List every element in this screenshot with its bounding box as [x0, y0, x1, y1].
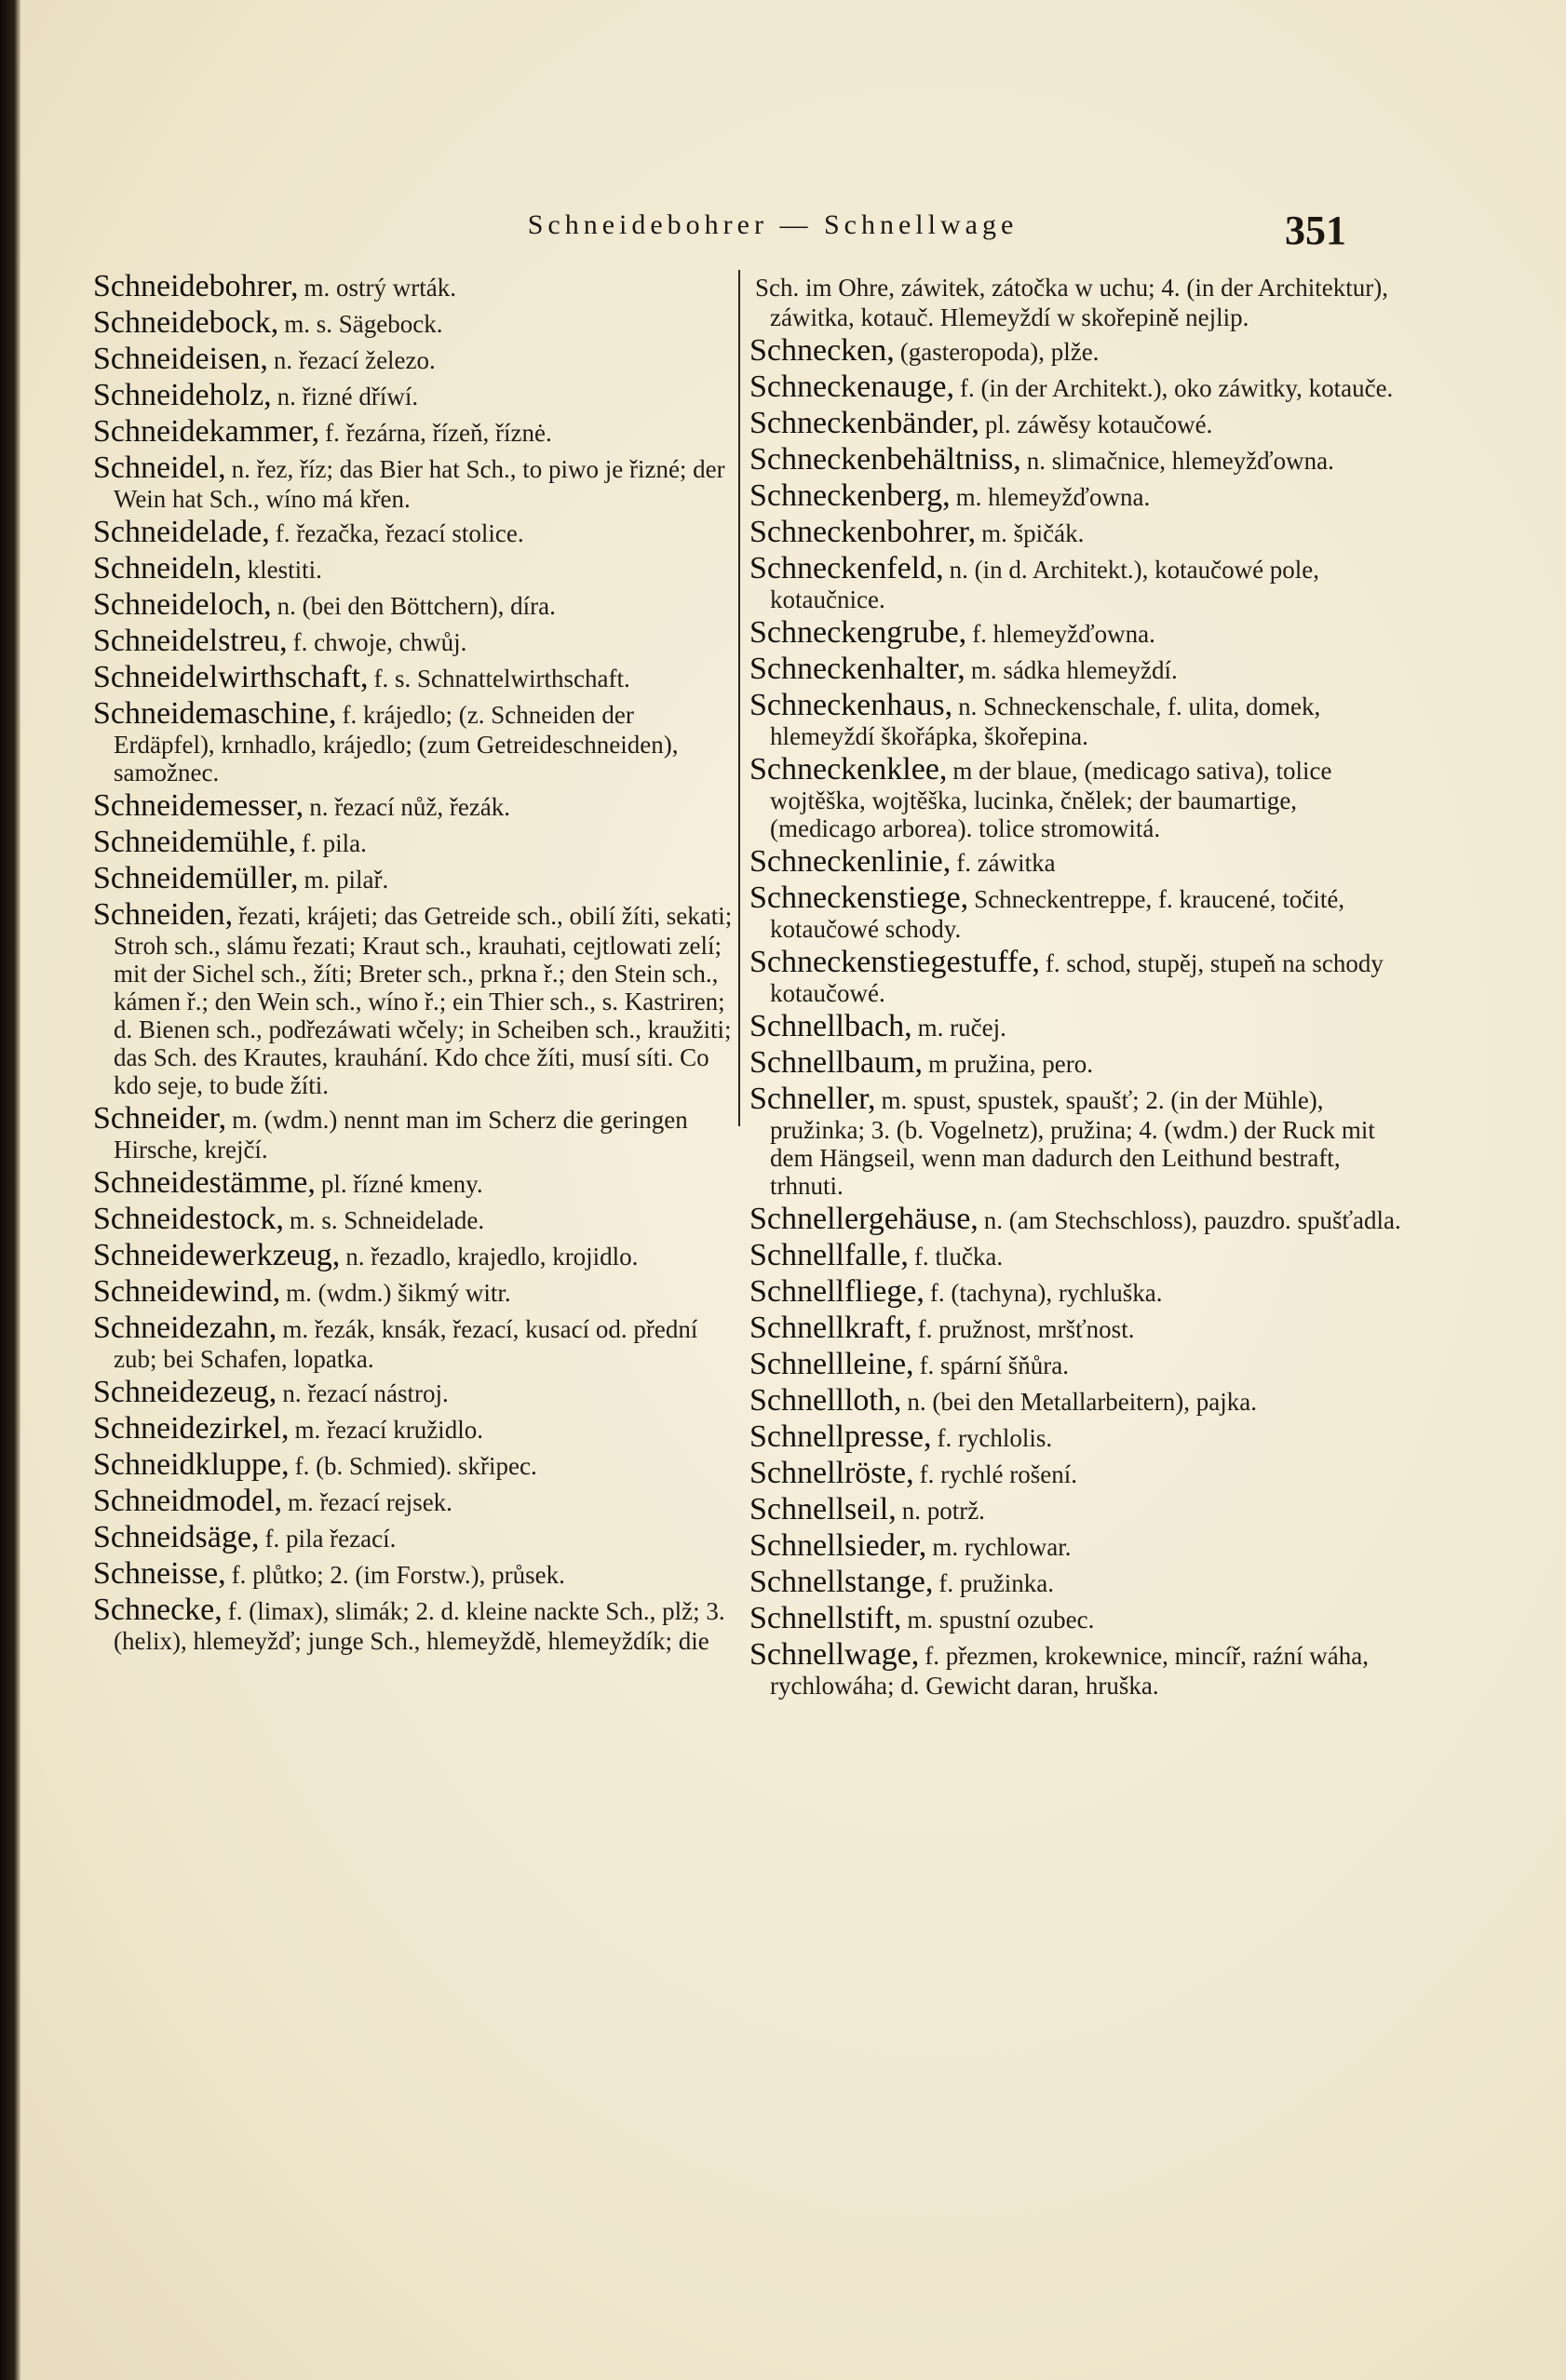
entry-definition: m. špičák. — [981, 519, 1085, 547]
entry-headword: Schnellstift, — [749, 1601, 902, 1635]
dictionary-entry — [93, 1412, 736, 1445]
entry-headword: Schnellseil, — [749, 1492, 897, 1526]
dictionary-entry — [749, 753, 1401, 842]
entry-headword: Schnellstange, — [749, 1565, 934, 1599]
dictionary-entry — [93, 862, 736, 895]
entry-definition: Sch. im Ohre, záwitek, zátočka w uchu; 4. (in der Architektur), záwitka, kotauč. Hlemeyždí w skořepině nejlip. — [755, 274, 1389, 331]
dictionary-entry — [93, 343, 736, 376]
entry-headword: Schneidemühle, — [93, 825, 297, 859]
entry-definition: f. (limax), slimák; 2. d. kleine nackte Sch., plž; 3. (helix), hlemeyžď; junge Sch., hlemeyždě, hlemeyždík; die — [114, 1597, 725, 1655]
dictionary-entry — [93, 1593, 736, 1655]
entry-headword: Schnecke, — [93, 1593, 223, 1627]
entry-headword: Schnellloth, — [749, 1383, 902, 1418]
entry-headword: Schneidel, — [93, 450, 226, 485]
entry-definition: m. sádka hlemeyždí. — [970, 656, 1178, 684]
dictionary-entry — [93, 1239, 736, 1272]
entry-definition: f. pružinka. — [938, 1569, 1055, 1597]
dictionary-entry — [93, 1311, 736, 1373]
dictionary-entry — [749, 270, 1401, 331]
entry-headword: Schneisse, — [93, 1556, 226, 1591]
entry-headword: Schneider, — [93, 1101, 227, 1136]
entry-headword: Schneidezeug, — [93, 1375, 277, 1409]
entry-headword: Schneckengrube, — [749, 615, 967, 650]
entry-headword: Schnellfalle, — [749, 1238, 909, 1272]
entry-headword: Schneckenbänder, — [749, 406, 979, 440]
entry-definition: m. s. Schneidelade. — [289, 1206, 485, 1234]
entry-headword: Schneckenstiegestuffe, — [749, 945, 1040, 979]
entry-definition: f. rychlé rošení. — [919, 1460, 1078, 1488]
entry-definition: f. hlemeyžďowna. — [972, 620, 1155, 648]
entry-definition: n. řizné dříwí. — [277, 383, 419, 410]
entry-definition: f. plůtko; 2. (im Forstw.), průsek. — [231, 1561, 565, 1589]
entry-definition: m. ručej. — [917, 1014, 1006, 1042]
dictionary-entry — [749, 1638, 1401, 1700]
entry-headword: Schneidkluppe, — [93, 1447, 290, 1482]
entry-definition: m. spust, spustek, spaušť; 2. (in der Mühle), pružinka; 3. (b. Vogelnetz), pružina; 4. (wdm.) der Ruck mit dem Hängseil, wenn man dadurch den Leithund bestraft, trhnuti. — [770, 1086, 1375, 1200]
dictionary-entry — [749, 370, 1401, 404]
entry-headword: Schneidezahn, — [93, 1311, 277, 1345]
entry-definition: n. Schneckenschale, f. ulita, domek, hlemeyždí škořápka, škořepina. — [770, 692, 1321, 750]
dictionary-entry — [749, 1420, 1401, 1454]
entry-headword: Schneckenlinie, — [749, 844, 952, 879]
entry-definition: m. řezací kružidlo. — [294, 1416, 483, 1444]
entry-definition: m. pilař. — [304, 866, 389, 894]
entry-definition: Schneckentreppe, f. kraucené, točité, kotaučowé schody. — [770, 885, 1345, 943]
entry-headword: Schnellfliege, — [749, 1274, 925, 1309]
dictionary-entry — [93, 306, 736, 340]
entry-definition: m. řezák, knsák, řezací, kusací od. přední zub; bei Schafen, lopatka. — [114, 1315, 698, 1373]
entry-definition: m. s. Sägebock. — [284, 310, 443, 338]
entry-headword: Schneckenbohrer, — [749, 515, 977, 549]
entry-definition: n. (bei den Metallarbeitern), pajka. — [907, 1388, 1257, 1416]
column-divider — [738, 270, 740, 1126]
dictionary-entry — [749, 1275, 1401, 1309]
entry-definition: m. rychlowar. — [932, 1533, 1072, 1561]
dictionary-entry — [93, 1521, 736, 1554]
entry-headword: Schneidebock, — [93, 305, 279, 340]
entry-definition: f. řezačka, řezací stolice. — [275, 519, 524, 547]
dictionary-entry — [749, 1529, 1401, 1563]
dictionary-entry — [749, 1239, 1401, 1272]
entry-definition: f. krájedlo; (z. Schneiden der Erdäpfel), krnhadlo, krájedlo; (zum Getreideschneiden), samožnec. — [114, 701, 679, 787]
entry-headword: Schneidemüller, — [93, 861, 299, 895]
entry-headword: Schnellröste, — [749, 1456, 914, 1490]
entry-definition: f. (tachyna), rychluška. — [929, 1279, 1163, 1307]
dictionary-entry — [93, 588, 736, 622]
dictionary-entry — [749, 946, 1401, 1007]
entry-headword: Schneidestock, — [93, 1202, 284, 1236]
dictionary-entry — [93, 898, 736, 1099]
entry-definition: n. potrž. — [901, 1497, 985, 1525]
dictionary-entry — [749, 1046, 1401, 1080]
dictionary-entry — [93, 1102, 736, 1163]
entry-definition: f. pila. — [302, 829, 367, 857]
entry-definition: n. řezací železo. — [273, 346, 436, 374]
entry-definition: m. spustní ozubec. — [907, 1606, 1095, 1634]
entry-headword: Schnellsieder, — [749, 1528, 927, 1563]
dictionary-entry — [749, 1602, 1401, 1635]
running-header: Schneidebohrer — Schnellwage — [527, 209, 1019, 240]
entry-headword: Schneckenbehältniss, — [749, 442, 1021, 477]
entry-definition: n. (am Stechschloss), pauzdro. spušťadla. — [983, 1206, 1401, 1234]
entry-headword: Schneckenauge, — [749, 370, 954, 404]
dictionary-entry — [93, 451, 736, 513]
dictionary-entry — [749, 479, 1401, 513]
entry-definition: (gasteropoda), plže. — [899, 338, 1100, 366]
entry-headword: Schneidestämme, — [93, 1165, 316, 1200]
entry-headword: Schneideholz, — [93, 378, 272, 412]
entry-definition: n. řez, říz; das Bier hat Sch., to piwo je řizné; der Wein hat Sch., wíno má křen. — [114, 455, 725, 513]
dictionary-entry — [749, 552, 1401, 613]
dictionary-entry — [93, 270, 736, 303]
dictionary-entry — [93, 625, 736, 658]
entry-definition: f. pila řezací. — [264, 1525, 397, 1553]
entry-headword: Schneckenhalter, — [749, 652, 965, 686]
entry-headword: Schnellpresse, — [749, 1419, 932, 1454]
dictionary-entry — [93, 1376, 736, 1409]
entry-definition: f. rychlolis. — [937, 1424, 1053, 1452]
entry-headword: Schneidewerkzeug, — [93, 1238, 341, 1272]
dictionary-entry — [749, 1082, 1401, 1200]
entry-definition: pl. záwěsy kotaučowé. — [984, 410, 1213, 438]
entry-definition: f. tlučka. — [913, 1243, 1004, 1271]
dictionary-entry — [93, 789, 736, 823]
dictionary-entry — [749, 881, 1401, 943]
left-column — [93, 270, 736, 1658]
entry-definition: n. řezací nůž, řezák. — [309, 793, 511, 821]
entry-headword: Schneidmodel, — [93, 1484, 283, 1518]
dictionary-entry — [749, 616, 1401, 650]
entry-headword: Schnellbaum, — [749, 1045, 924, 1080]
dictionary-entry — [93, 1485, 736, 1518]
entry-headword: Schneidekammer, — [93, 414, 320, 449]
dictionary-entry — [749, 1493, 1401, 1526]
entry-headword: Schnellkraft, — [749, 1311, 912, 1345]
entry-definition: f. pružnost, mršťnost. — [917, 1315, 1135, 1343]
entry-definition: f. schod, stupěj, stupeň na schody kotaučowé. — [770, 949, 1384, 1007]
entry-headword: Schnellwage, — [749, 1637, 920, 1672]
dictionary-entry — [749, 845, 1401, 879]
entry-headword: Schneideisen, — [93, 342, 268, 376]
entry-definition: f. (b. Schmied). skřipec. — [294, 1452, 537, 1480]
entry-definition: f. (in der Architekt.), oko záwitky, kotauče. — [959, 374, 1394, 402]
dictionary-entry — [93, 516, 736, 549]
entry-definition: n. řezadlo, krajedlo, krojidlo. — [345, 1243, 639, 1271]
entry-definition: m. ostrý wrták. — [304, 274, 456, 302]
entry-headword: Schneiden, — [93, 897, 234, 932]
dictionary-entry — [749, 1384, 1401, 1418]
entry-definition: f. řezárna, řízeň, říznė. — [325, 419, 552, 447]
entry-definition: n. (bei den Böttchern), díra. — [277, 592, 556, 620]
entry-definition: f. přezmen, krokewnice, mincíř, raźní wáha, rychlowáha; d. Gewicht daran, hruška. — [770, 1642, 1370, 1700]
entry-headword: Schneidebohrer, — [93, 269, 299, 303]
entry-headword: Schneideloch, — [93, 587, 272, 622]
dictionary-entry — [93, 826, 736, 859]
entry-headword: Schneidemesser, — [93, 788, 304, 823]
dictionary-entry — [93, 552, 736, 585]
dictionary-entry — [93, 661, 736, 694]
entry-headword: Schneidewind, — [93, 1274, 281, 1309]
dictionary-entry — [749, 1311, 1401, 1345]
entry-headword: Schneidemaschine, — [93, 696, 337, 731]
entry-headword: Schnellbach, — [749, 1009, 912, 1043]
dictionary-entry — [749, 334, 1401, 368]
entry-definition: m. hlemeyžďowna. — [955, 483, 1151, 511]
dictionary-entry — [749, 443, 1401, 477]
entry-definition: f. chwoje, chwůj. — [292, 628, 467, 656]
entry-definition: klestiti. — [247, 556, 322, 584]
entry-headword: Schneidezirkel, — [93, 1411, 290, 1445]
entry-definition: f. spární šňůra. — [919, 1351, 1070, 1379]
dictionary-entry — [93, 697, 736, 787]
entry-definition: m pružina, pero. — [928, 1050, 1093, 1078]
dictionary-entry — [749, 1010, 1401, 1043]
entry-headword: Schneller, — [749, 1082, 876, 1116]
dictionary-entry — [93, 1448, 736, 1482]
entry-headword: Schneckenhaus, — [749, 688, 953, 722]
entry-definition: n. slimačnice, hlemeyžďowna. — [1026, 447, 1334, 475]
dictionary-entry — [93, 1557, 736, 1591]
dictionary-entry — [749, 1566, 1401, 1599]
entry-definition: m. (wdm.) nennt man im Scherz die geringen Hirsche, krejčí. — [114, 1106, 688, 1163]
dictionary-entry — [749, 1457, 1401, 1490]
entry-definition: řezati, krájeti; das Getreide sch., obilí žíti, sekati; Stroh sch., slámu řezati; Kraut sch., krauhati, cejtlowati zelí; mit der Sichel sch., žíti; Breter sch., prkna ř.; den Stein sch., kámen ř.; den Wein sch., wíno ř.; ein Thier sch., s. Kastriren; d. Bienen sch., podřezáwati wčely; in Scheiben sch., kraužiti; das Sch. des Krautes, krauhání. Kdo chce žíti, musí síti. Co kdo seje, to bude žíti. — [114, 902, 733, 1099]
entry-headword: Schnellergehäuse, — [749, 1202, 979, 1236]
entry-headword: Schneideln, — [93, 551, 242, 585]
entry-definition: f. záwitka — [956, 849, 1056, 877]
book-gutter — [0, 0, 20, 2380]
entry-definition: n. (in d. Architekt.), kotaučowé pole, kotaučnice. — [770, 556, 1320, 613]
entry-headword: Schnellleine, — [749, 1347, 914, 1381]
dictionary-entry — [749, 1348, 1401, 1381]
entry-headword: Schneidelstreu, — [93, 624, 288, 658]
entry-definition: m der blaue, (medicago sativa), tolice wojtěška, wojtěška, lucinka, čnělek; der baumartige, (medicago arborea). tolice stromowitá. — [770, 757, 1332, 842]
dictionary-entry — [93, 1166, 736, 1200]
entry-headword: Schneidelade, — [93, 515, 270, 549]
dictionary-entry — [749, 689, 1401, 750]
entry-definition: m. (wdm.) šikmý witr. — [286, 1279, 511, 1307]
entry-headword: Schneckenberg, — [749, 478, 951, 513]
dictionary-entry — [749, 1203, 1401, 1236]
dictionary-entry — [749, 652, 1401, 686]
page-number: 351 — [1285, 208, 1346, 253]
entry-headword: Schneckenklee, — [749, 752, 948, 787]
dictionary-entry — [93, 415, 736, 449]
entry-headword: Schneidelwirthschaft, — [93, 660, 369, 694]
entry-definition: n. řezací nástroj. — [282, 1379, 449, 1407]
dictionary-entry — [749, 407, 1401, 440]
dictionary-entry — [93, 379, 736, 412]
dictionary-entry — [93, 1203, 736, 1236]
entry-definition: f. s. Schnattelwirthschaft. — [373, 665, 630, 692]
entry-headword: Schnecken, — [749, 333, 895, 368]
entry-headword: Schneckenfeld, — [749, 551, 944, 585]
entry-headword: Schneckenstiege, — [749, 881, 969, 915]
entry-headword: Schneidsäge, — [93, 1520, 260, 1554]
dictionary-entry — [749, 516, 1401, 549]
right-column — [749, 270, 1401, 1702]
dictionary-entry — [93, 1275, 736, 1309]
entry-definition: m. řezací rejsek. — [288, 1488, 452, 1516]
entry-definition: pl. řízné kmeny. — [320, 1170, 483, 1198]
